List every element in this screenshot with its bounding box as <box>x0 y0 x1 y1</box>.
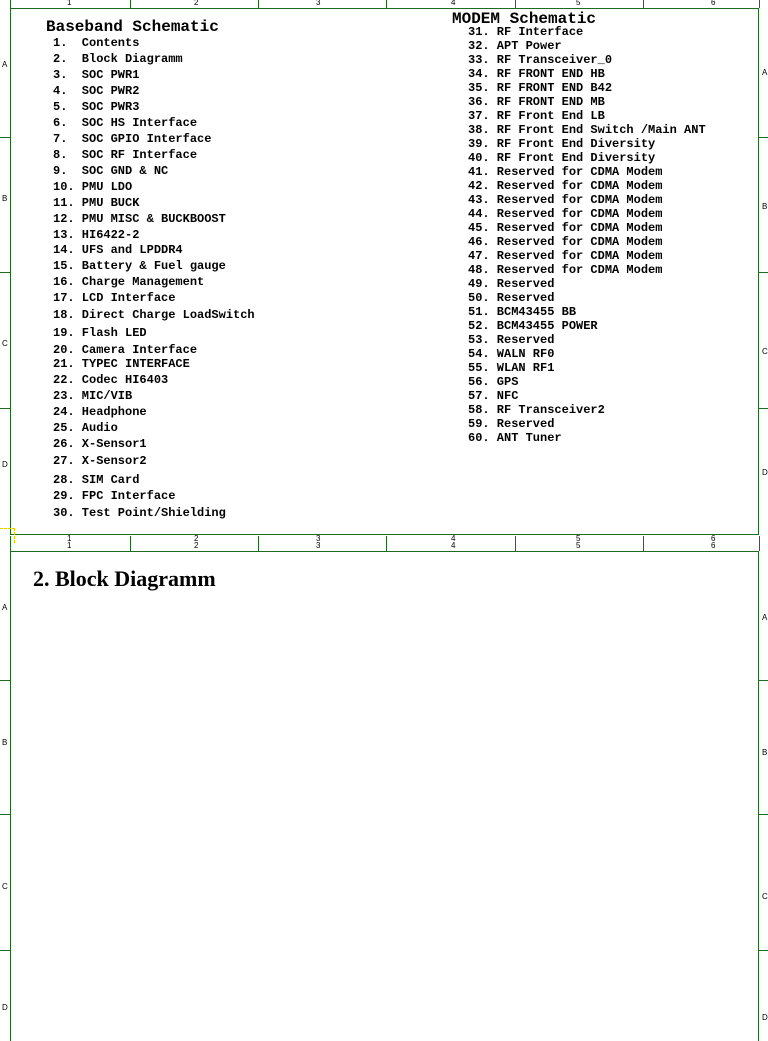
row-zone-label-right: A <box>762 613 768 622</box>
zone-tick <box>759 950 768 951</box>
modem-contents-item: 52. BCM43455 POWER <box>468 319 598 333</box>
zone-tick <box>515 0 516 8</box>
row-zone-label-right: C <box>762 347 768 356</box>
row-zone-label-right: B <box>762 202 768 211</box>
zone-tick <box>759 814 768 815</box>
modem-schematic-title: MODEM Schematic <box>452 10 597 28</box>
modem-contents-item: 53. Reserved <box>468 333 555 347</box>
modem-contents-item: 44. Reserved for CDMA Modem <box>468 207 663 221</box>
column-zone-label: 3 <box>316 0 321 7</box>
zone-tick <box>643 0 644 8</box>
column-zone-label: 2 <box>194 0 199 7</box>
zone-tick <box>10 0 11 8</box>
zone-tick <box>130 0 131 8</box>
column-zone-label: 2 <box>194 541 199 550</box>
modem-contents-item: 42. Reserved for CDMA Modem <box>468 179 663 193</box>
modem-contents-item: 33. RF Transceiver_0 <box>468 53 613 67</box>
row-zone-label-right: B <box>762 748 768 757</box>
modem-contents-item: 31. RF Interface <box>468 25 584 39</box>
baseband-contents-item: 8. SOC RF Interface <box>53 148 198 162</box>
baseband-contents-item: 17. LCD Interface <box>53 291 176 305</box>
baseband-contents-item: 5. SOC PWR3 <box>53 100 140 114</box>
selection-corner-marker <box>0 528 15 543</box>
zone-tick <box>515 543 516 551</box>
modem-contents-item: 50. Reserved <box>468 291 555 305</box>
modem-contents-item: 37. RF Front End LB <box>468 109 605 123</box>
column-zone-label: 4 <box>451 534 456 543</box>
modem-contents-item: 35. RF FRONT END B42 <box>468 81 613 95</box>
modem-contents-item: 49. Reserved <box>468 277 555 291</box>
column-zone-label: 1 <box>67 534 72 543</box>
column-zone-label: 1 <box>67 0 72 7</box>
baseband-contents-item: 28. SIM Card <box>53 473 140 487</box>
baseband-contents-item: 13. HI6422-2 <box>53 228 140 242</box>
zone-tick <box>759 0 760 8</box>
baseband-contents-item: 21. TYPEC INTERFACE <box>53 357 190 371</box>
zone-tick <box>0 950 10 951</box>
block-diagram-page-title: 2. Block Diagramm <box>33 566 216 591</box>
zone-tick <box>759 272 768 273</box>
baseband-contents-item: 30. Test Point/Shielding <box>53 506 226 520</box>
row-zone-label-left: C <box>2 339 8 348</box>
baseband-contents-item: 19. Flash LED <box>53 326 147 340</box>
zone-tick <box>759 543 760 551</box>
column-zone-label: 3 <box>316 541 321 550</box>
baseband-contents-item: 15. Battery & Fuel gauge <box>53 259 226 273</box>
zone-tick <box>0 137 10 138</box>
modem-contents-item: 32. APT Power <box>468 39 562 53</box>
row-zone-label-left: D <box>2 1003 8 1012</box>
modem-contents-item: 36. RF FRONT END MB <box>468 95 605 109</box>
modem-contents-item: 43. Reserved for CDMA Modem <box>468 193 663 207</box>
column-zone-label: 2 <box>194 534 199 543</box>
baseband-contents-item: 18. Direct Charge LoadSwitch <box>53 308 255 322</box>
row-zone-label-right: C <box>762 892 768 901</box>
baseband-contents-item: 24. Headphone <box>53 405 147 419</box>
column-zone-label: 5 <box>576 0 581 7</box>
column-zone-label: 4 <box>451 541 456 550</box>
zone-tick <box>10 543 11 551</box>
row-zone-label-right: D <box>762 468 768 477</box>
column-zone-label: 5 <box>576 541 581 550</box>
modem-contents-item: 56. GPS <box>468 375 519 389</box>
baseband-contents-item: 1. Contents <box>53 36 140 50</box>
baseband-contents-item: 6. SOC HS Interface <box>53 116 198 130</box>
modem-contents-item: 58. RF Transceiver2 <box>468 403 605 417</box>
zone-tick <box>759 137 768 138</box>
zone-tick <box>759 408 768 409</box>
modem-contents-item: 60. ANT Tuner <box>468 431 562 445</box>
baseband-contents-item: 12. PMU MISC & BUCKBOOST <box>53 212 226 226</box>
modem-contents-item: 57. NFC <box>468 389 519 403</box>
column-zone-label: 6 <box>711 534 716 543</box>
row-zone-label-left: B <box>2 738 8 747</box>
zone-tick <box>0 680 10 681</box>
modem-contents-item: 46. Reserved for CDMA Modem <box>468 235 663 249</box>
row-zone-label-left: A <box>2 60 8 69</box>
column-zone-label: 1 <box>67 541 72 550</box>
baseband-contents-item: 11. PMU BUCK <box>53 196 140 210</box>
baseband-contents-item: 20. Camera Interface <box>53 343 198 357</box>
modem-contents-item: 39. RF Front End Diversity <box>468 137 656 151</box>
zone-tick <box>258 543 259 551</box>
baseband-contents-item: 2. Block Diagramm <box>53 52 183 66</box>
row-zone-label-left: A <box>2 603 8 612</box>
modem-contents-item: 55. WLAN RF1 <box>468 361 555 375</box>
modem-contents-item: 51. BCM43455 BB <box>468 305 577 319</box>
baseband-contents-item: 3. SOC PWR1 <box>53 68 140 82</box>
baseband-contents-item: 7. SOC GPIO Interface <box>53 132 212 146</box>
baseband-contents-item: 29. FPC Interface <box>53 489 176 503</box>
modem-contents-item: 34. RF FRONT END HB <box>468 67 605 81</box>
modem-contents-item: 38. RF Front End Switch /Main ANT <box>468 123 706 137</box>
row-zone-label-right: D <box>762 1013 768 1022</box>
modem-contents-item: 47. Reserved for CDMA Modem <box>468 249 663 263</box>
column-zone-label: 5 <box>576 534 581 543</box>
column-zone-label: 3 <box>316 534 321 543</box>
baseband-contents-item: 9. SOC GND & NC <box>53 164 169 178</box>
modem-contents-item: 41. Reserved for CDMA Modem <box>468 165 663 179</box>
row-zone-label-left: D <box>2 460 8 469</box>
zone-tick <box>759 680 768 681</box>
modem-contents-item: 45. Reserved for CDMA Modem <box>468 221 663 235</box>
column-zone-label: 4 <box>451 0 456 7</box>
zone-tick <box>258 0 259 8</box>
row-zone-label-left: B <box>2 194 8 203</box>
baseband-contents-item: 14. UFS and LPDDR4 <box>53 243 183 257</box>
baseband-contents-item: 22. Codec HI6403 <box>53 373 169 387</box>
baseband-contents-item: 10. PMU LDO <box>53 180 133 194</box>
baseband-contents-item: 25. Audio <box>53 421 118 435</box>
baseband-contents-item: 4. SOC PWR2 <box>53 84 140 98</box>
baseband-contents-item: 27. X-Sensor2 <box>53 454 147 468</box>
zone-tick <box>386 0 387 8</box>
modem-contents-item: 54. WALN RF0 <box>468 347 555 361</box>
zone-tick <box>0 272 10 273</box>
baseband-contents-item: 16. Charge Management <box>53 275 205 289</box>
zone-tick <box>0 814 10 815</box>
modem-contents-item: 59. Reserved <box>468 417 555 431</box>
block-diagram-sheet-frame <box>10 551 759 1041</box>
column-zone-label: 6 <box>711 541 716 550</box>
baseband-contents-item: 23. MIC/VIB <box>53 389 133 403</box>
column-zone-label: 6 <box>711 0 716 7</box>
zone-tick <box>386 543 387 551</box>
baseband-contents-item: 26. X-Sensor1 <box>53 437 147 451</box>
zone-tick <box>0 408 10 409</box>
row-zone-label-right: A <box>762 68 768 77</box>
modem-contents-item: 40. RF Front End Diversity <box>468 151 656 165</box>
zone-tick <box>643 543 644 551</box>
baseband-schematic-title: Baseband Schematic <box>46 18 219 36</box>
row-zone-label-left: C <box>2 882 8 891</box>
zone-tick <box>130 543 131 551</box>
modem-contents-item: 48. Reserved for CDMA Modem <box>468 263 663 277</box>
